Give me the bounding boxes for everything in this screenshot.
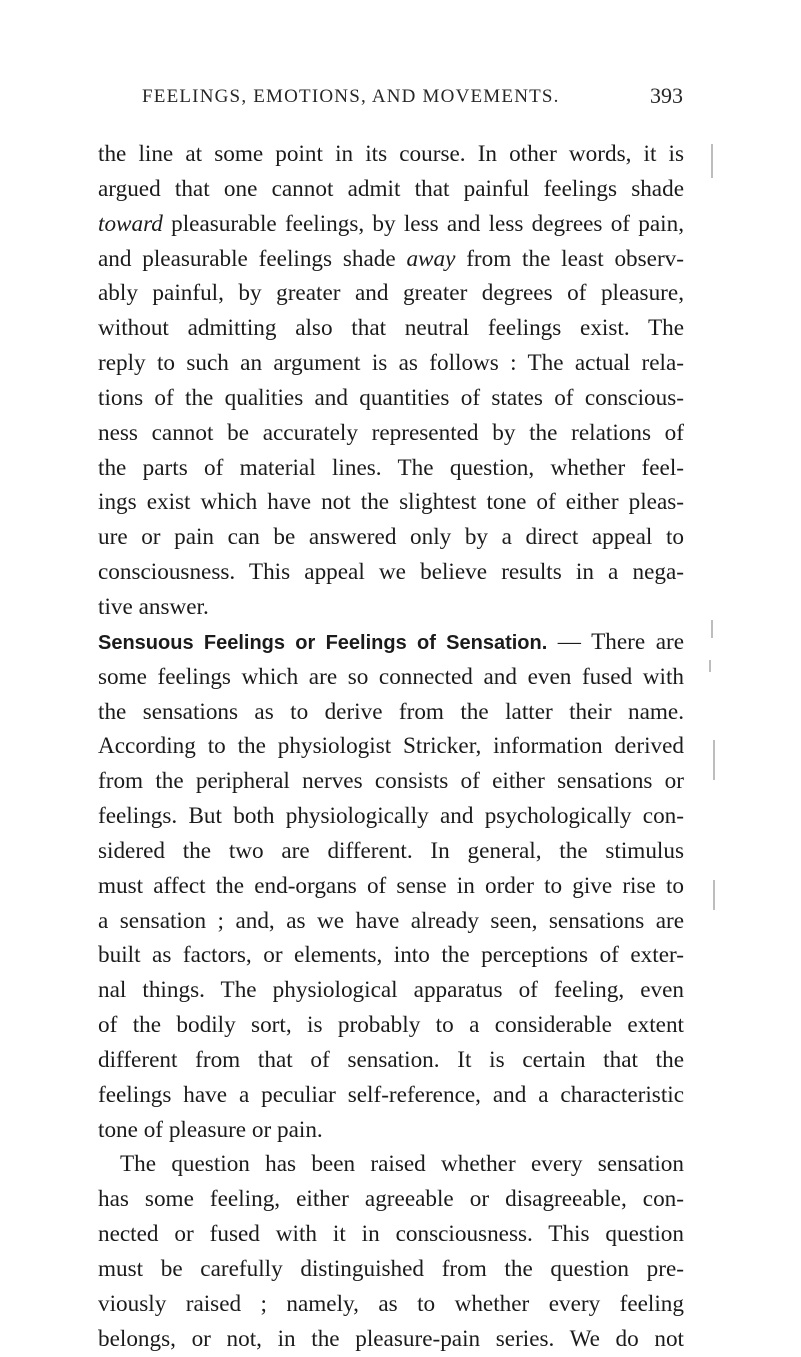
text-line: the sensations as to derive from the latter their name.: [98, 698, 684, 725]
page-number: 393: [650, 83, 683, 108]
text-line: feelings. But both physiologically and psychologically con-: [98, 803, 684, 830]
text-line: nal things. The physiological apparatus of feeling, even: [98, 977, 684, 1004]
text-line: tive answer.: [98, 593, 209, 620]
text-line: viously raised ; namely, as to whether every feeling: [98, 1290, 684, 1317]
text-line: reply to such an argument is as follows : The actual rela-: [98, 350, 684, 377]
section-sidehead: Sensuous Feelings or Feelings of Sensation.: [98, 631, 548, 654]
text-line: [98, 242, 684, 277]
text-line: has some feeling, either agreeable or disagreeable, con-: [98, 1186, 684, 1213]
body-text: [98, 137, 684, 1357]
text-fragment: — There are: [547, 628, 684, 655]
text-line: The question has been raised whether every sensation: [120, 1151, 684, 1178]
text-line: tions of the qualities and quantities of states of conscious-: [98, 384, 684, 411]
text-line: of the bodily sort, is probably to a considerable extent: [98, 1012, 684, 1039]
text-line: consciousness. This appeal we believe results in a nega-: [98, 559, 684, 586]
text-line: sidered the two are different. In general, the stimulus: [98, 837, 684, 864]
text-line: must be carefully distinguished from the question pre-: [98, 1256, 684, 1282]
page-edge-mark: [711, 144, 713, 178]
page-edge-mark: [711, 620, 713, 638]
text-line: ure or pain can be answered only by a direct appeal to: [98, 524, 684, 551]
text-line: some feelings which are so connected and even fused with: [98, 663, 684, 690]
text-line: [98, 625, 684, 660]
text-line: nected or fused with it in consciousness. This question: [98, 1221, 684, 1248]
page-edge-mark: [713, 880, 715, 910]
text-line: from the peripheral nerves consists of either sensations or: [98, 768, 684, 795]
text-line: the parts of material lines. The question, whether feel-: [98, 454, 684, 481]
italic-word: toward: [98, 210, 163, 237]
italic-word: away: [406, 245, 456, 272]
text-line: ably painful, by greater and greater degrees of pleasure,: [98, 280, 684, 307]
text-line: [98, 207, 684, 242]
text-line: feelings have a peculiar self-reference, and a characteristic: [98, 1081, 684, 1108]
text-fragment: from the least observ-: [466, 245, 684, 272]
text-line: tone of pleasure or pain.: [98, 1116, 323, 1143]
text-line: argued that one cannot admit that painful feelings shade: [98, 175, 684, 202]
text-line: According to the physiologist Stricker, information derived: [98, 733, 684, 760]
text-fragment: and pleasurable feelings shade: [98, 245, 396, 272]
running-head: FEELINGS, EMOTIONS, AND MOVEMENTS.: [142, 86, 560, 107]
text-line: ness cannot be accurately represented by the relations of: [98, 419, 684, 446]
text-line: a sensation ; and, as we have already seen, sensations are: [98, 907, 684, 934]
text-line: built as factors, or elements, into the perceptions of exter-: [98, 942, 684, 969]
text-line: without admitting also that neutral feelings exist. The: [98, 315, 684, 342]
text-line: ings exist which have not the slightest tone of either pleas-: [98, 489, 684, 516]
text-line: must affect the end-organs of sense in order to give rise to: [98, 872, 684, 899]
text-fragment: pleasurable feelings, by less and less degrees of pain,: [171, 210, 684, 237]
text-line: the line at some point in its course. In other words, it is: [98, 141, 684, 167]
text-line: belongs, or not, in the pleasure-pain series. We do not: [98, 1325, 684, 1352]
page-edge-mark: [713, 740, 715, 780]
text-line: different from that of sensation. It is certain that the: [98, 1046, 684, 1073]
page-edge-mark: [709, 660, 711, 672]
